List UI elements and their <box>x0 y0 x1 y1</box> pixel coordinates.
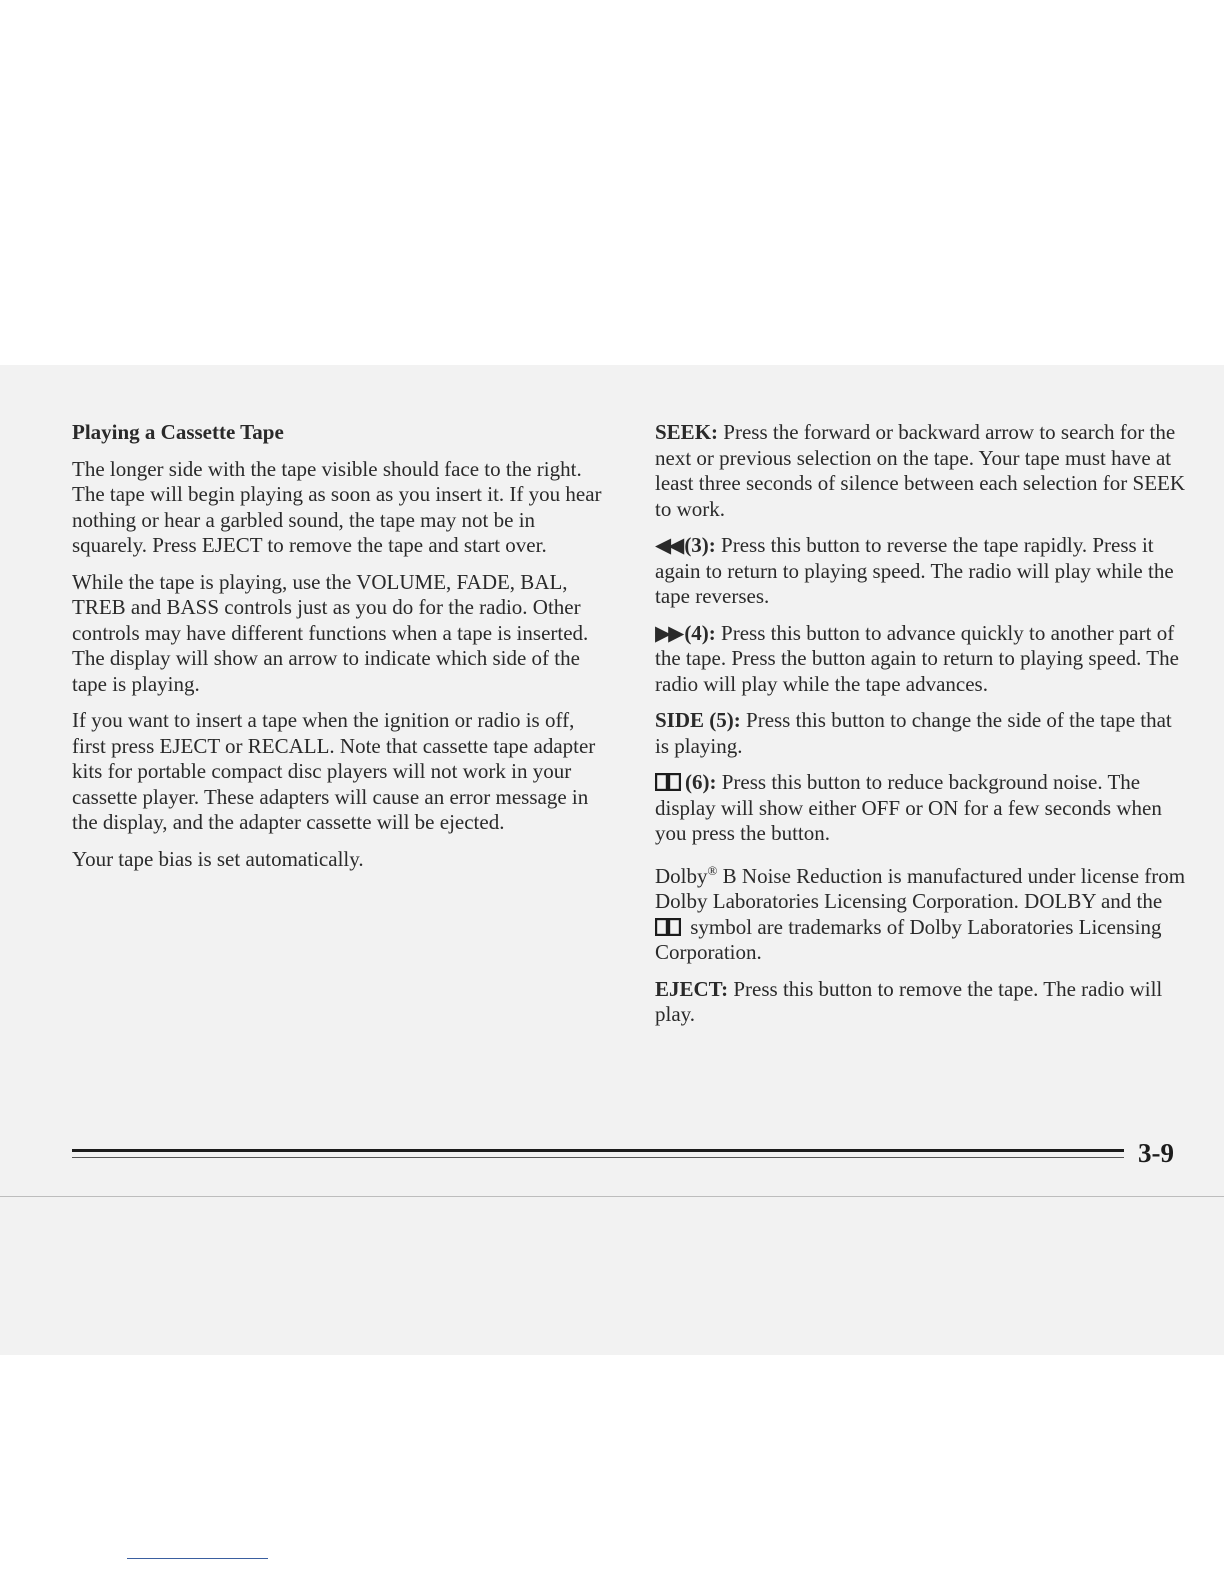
right-column <box>655 420 1190 1039</box>
dolby-note-part3: symbol are trademarks of Dolby Laboratories Licensing Corporation. <box>655 914 1162 964</box>
left-column <box>72 420 610 883</box>
dolby-note-part2: B Noise Reduction is manufactured under license from Dolby Laboratories Licensing Corporation. DOLBY and the <box>655 863 1186 913</box>
seek-description <box>655 420 1190 522</box>
section-heading: Playing a Cassette Tape <box>72 420 284 444</box>
rewind-text: Press this button to reverse the tape rapidly. Press it again to return to playing speed. The radio will play while the tape reverses. <box>655 533 1174 608</box>
dolby-button-term: (6): <box>685 770 717 794</box>
footer-rule-thin <box>72 1157 1124 1158</box>
rewind-term: (3): <box>684 533 716 557</box>
dolby-button-text: Press this button to reduce background noise. The display will show either OFF or ON for a few seconds when you press the button. <box>655 770 1162 845</box>
eject-term: EJECT: <box>655 976 729 1001</box>
fast-forward-description <box>655 621 1190 698</box>
dolby-trademark-note <box>655 858 1190 966</box>
footer-rule-thick <box>72 1149 1124 1152</box>
seek-text: Press the forward or backward arrow to search for the next or previous selection on the tape. Your tape must have at least three seconds of silence between each selection for SEEK to work. <box>655 420 1186 521</box>
fast-forward-icon: ▶▶ <box>655 620 682 645</box>
footer-rule <box>72 1149 1124 1158</box>
dolby-button-description <box>655 770 1190 847</box>
side-description <box>655 708 1190 759</box>
side-term: SIDE (5): <box>655 708 741 732</box>
rewind-description <box>655 533 1190 610</box>
fast-forward-text: Press this button to advance quickly to another part of the tape. Press the button again to return to playing speed. The radio will play while the tape advances. <box>655 620 1179 696</box>
band-bottom-edge <box>0 1196 1224 1197</box>
paragraph-tape-bias: Your tape bias is set automatically. <box>72 846 364 871</box>
eject-description <box>655 977 1190 1028</box>
paragraph-insert-tape: The longer side with the tape visible should face to the right. The tape will begin playing as soon as you insert it. If you hear nothing or hear a garbled sound, the tape may not be in squarely. Press EJECT to remove the tape and start over. <box>72 456 602 557</box>
dolby-double-d-icon <box>655 773 681 791</box>
seek-term: SEEK: <box>655 420 719 444</box>
footer-link-underline <box>127 1558 268 1559</box>
page-number: 3-9 <box>1138 1138 1174 1168</box>
paragraph-controls: While the tape is playing, use the VOLUME, FADE, BAL, TREB and BASS controls just as you do for the radio. Other controls may have different functions when a tape is inserted. The display will show an arrow to indicate which side of the tape is playing. <box>72 569 589 696</box>
paragraph-adapter-note: If you want to insert a tape when the ignition or radio is off, first press EJECT or RECALL. Note that cassette tape adapter kits for portable compact disc players will not work in your cassette player. These adapters will cause an error message in the display, and the adapter cassette will be ejected. <box>72 708 596 834</box>
dolby-double-d-icon <box>655 918 681 936</box>
registered-mark: ® <box>707 862 718 878</box>
dolby-note-part1: Dolby <box>655 863 708 888</box>
rewind-icon: ◀◀ <box>655 533 682 557</box>
side-text: Press this button to change the side of the tape that is playing. <box>655 708 1172 758</box>
fast-forward-term: (4): <box>684 620 716 645</box>
eject-text: Press this button to remove the tape. The radio will play. <box>655 976 1163 1026</box>
